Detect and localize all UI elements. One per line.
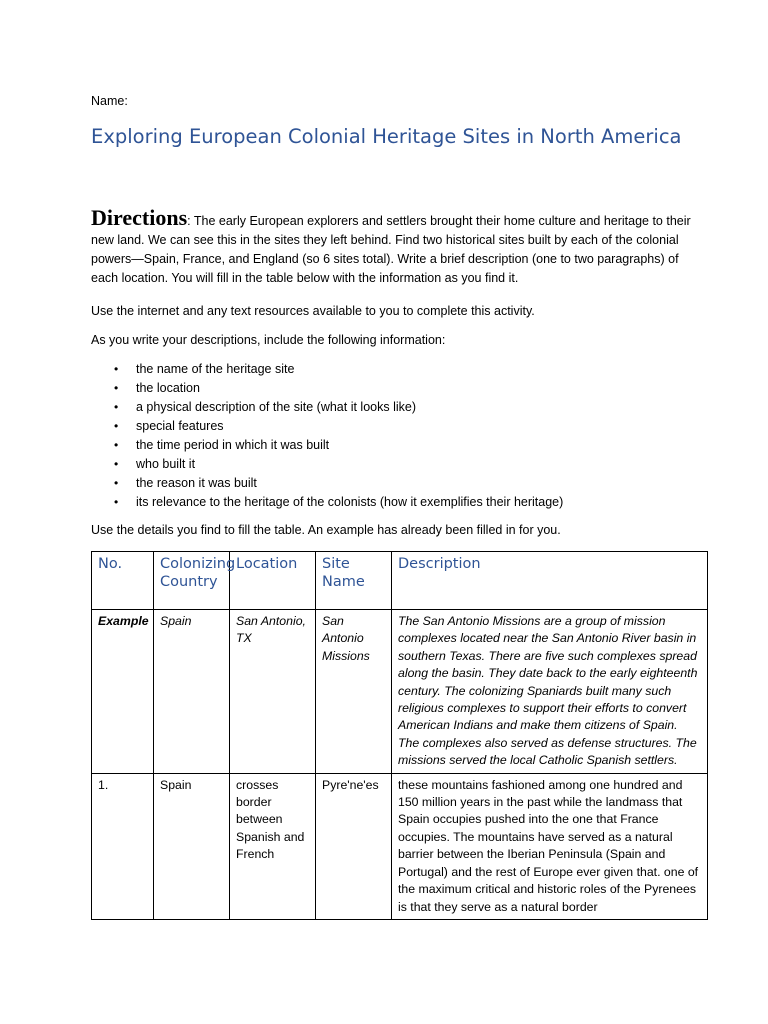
bullet-item: • the reason it was built [91, 474, 563, 493]
document-title: Exploring European Colonial Heritage Sites in North America [91, 125, 682, 148]
cell-location: crosses border between Spanish and French [230, 773, 316, 919]
bullet-item: • the location [91, 379, 563, 398]
directions-heading: Directions [91, 205, 188, 230]
directions-paragraph [91, 205, 707, 288]
bullet-item: • who built it [91, 455, 563, 474]
cell-country: Spain [154, 610, 230, 774]
cell-location: San Antonio, TX [230, 610, 316, 774]
cell-description: these mountains fashioned among one hundred and 150 million years in the past while the landmass that Spain occupies pushed into the one that France occupies. The mountains have served as a natural barrier between the Iberian Peninsula (Spain and Portugal) and the rest of Europe ever given that. one of the maximum critical and historic roles of the Pyrenees is that they serve as a natural border [392, 773, 708, 919]
cell-description: The San Antonio Missions are a group of mission complexes located near the San Antonio River basin in southern Texas. There are five such complexes spread along the basin. They date back to the early eighteenth century. The colonizing Spaniards built many such religious complexes to support their efforts to convert American Indians and make them citizens of Spain. The complexes also served as defense structures. The missions served the local Catholic Spanish settlers. [392, 610, 708, 774]
table-row [92, 773, 708, 919]
bullet-dot-icon: • [114, 400, 119, 414]
cell-country: Spain [154, 773, 230, 919]
cell-site-name: Pyre'ne'es [316, 773, 392, 919]
header-colonizing-country: Colonizing Country [154, 552, 230, 610]
header-no: No. [92, 552, 154, 610]
header-site-name: Site Name [316, 552, 392, 610]
bullet-dot-icon: • [114, 381, 119, 395]
bullet-item: • a physical description of the site (what it looks like) [91, 398, 563, 417]
directions-text: : The early European explorers and settlers brought their home culture and heritage to their new land. We can see this in the sites they left behind. Find two historical sites built by each of the colonial powers—Spain, France, and England (so 6 sites total). Write a brief description (one to two paragraphs) of each location. You will fill in the table below with the information as you find it. [91, 214, 691, 285]
bullet-dot-icon: • [114, 419, 119, 433]
bullet-item: • the name of the heritage site [91, 360, 563, 379]
bullet-dot-icon: • [114, 495, 119, 509]
table-intro: Use the details you find to fill the table. An example has already been filled in for you. [91, 523, 561, 537]
cell-site-name: San Antonio Missions [316, 610, 392, 774]
header-location: Location [230, 552, 316, 610]
internet-note: Use the internet and any text resources available to you to complete this activity. [91, 304, 535, 318]
bullet-dot-icon: • [114, 476, 119, 490]
cell-no: 1. [92, 773, 154, 919]
table-row [92, 610, 708, 774]
header-description: Description [392, 552, 708, 610]
include-intro: As you write your descriptions, include the following information: [91, 333, 446, 347]
name-label: Name: [91, 94, 128, 108]
bullet-dot-icon: • [114, 362, 119, 376]
info-bullet-list [91, 360, 563, 512]
heritage-sites-table [91, 551, 708, 920]
bullet-dot-icon: • [114, 457, 119, 471]
cell-no: Example [92, 610, 154, 774]
table-header-row [92, 552, 708, 610]
bullet-item: • the time period in which it was built [91, 436, 563, 455]
bullet-dot-icon: • [114, 438, 119, 452]
bullet-item: • its relevance to the heritage of the colonists (how it exemplifies their heritage) [91, 493, 563, 512]
bullet-item: • special features [91, 417, 563, 436]
